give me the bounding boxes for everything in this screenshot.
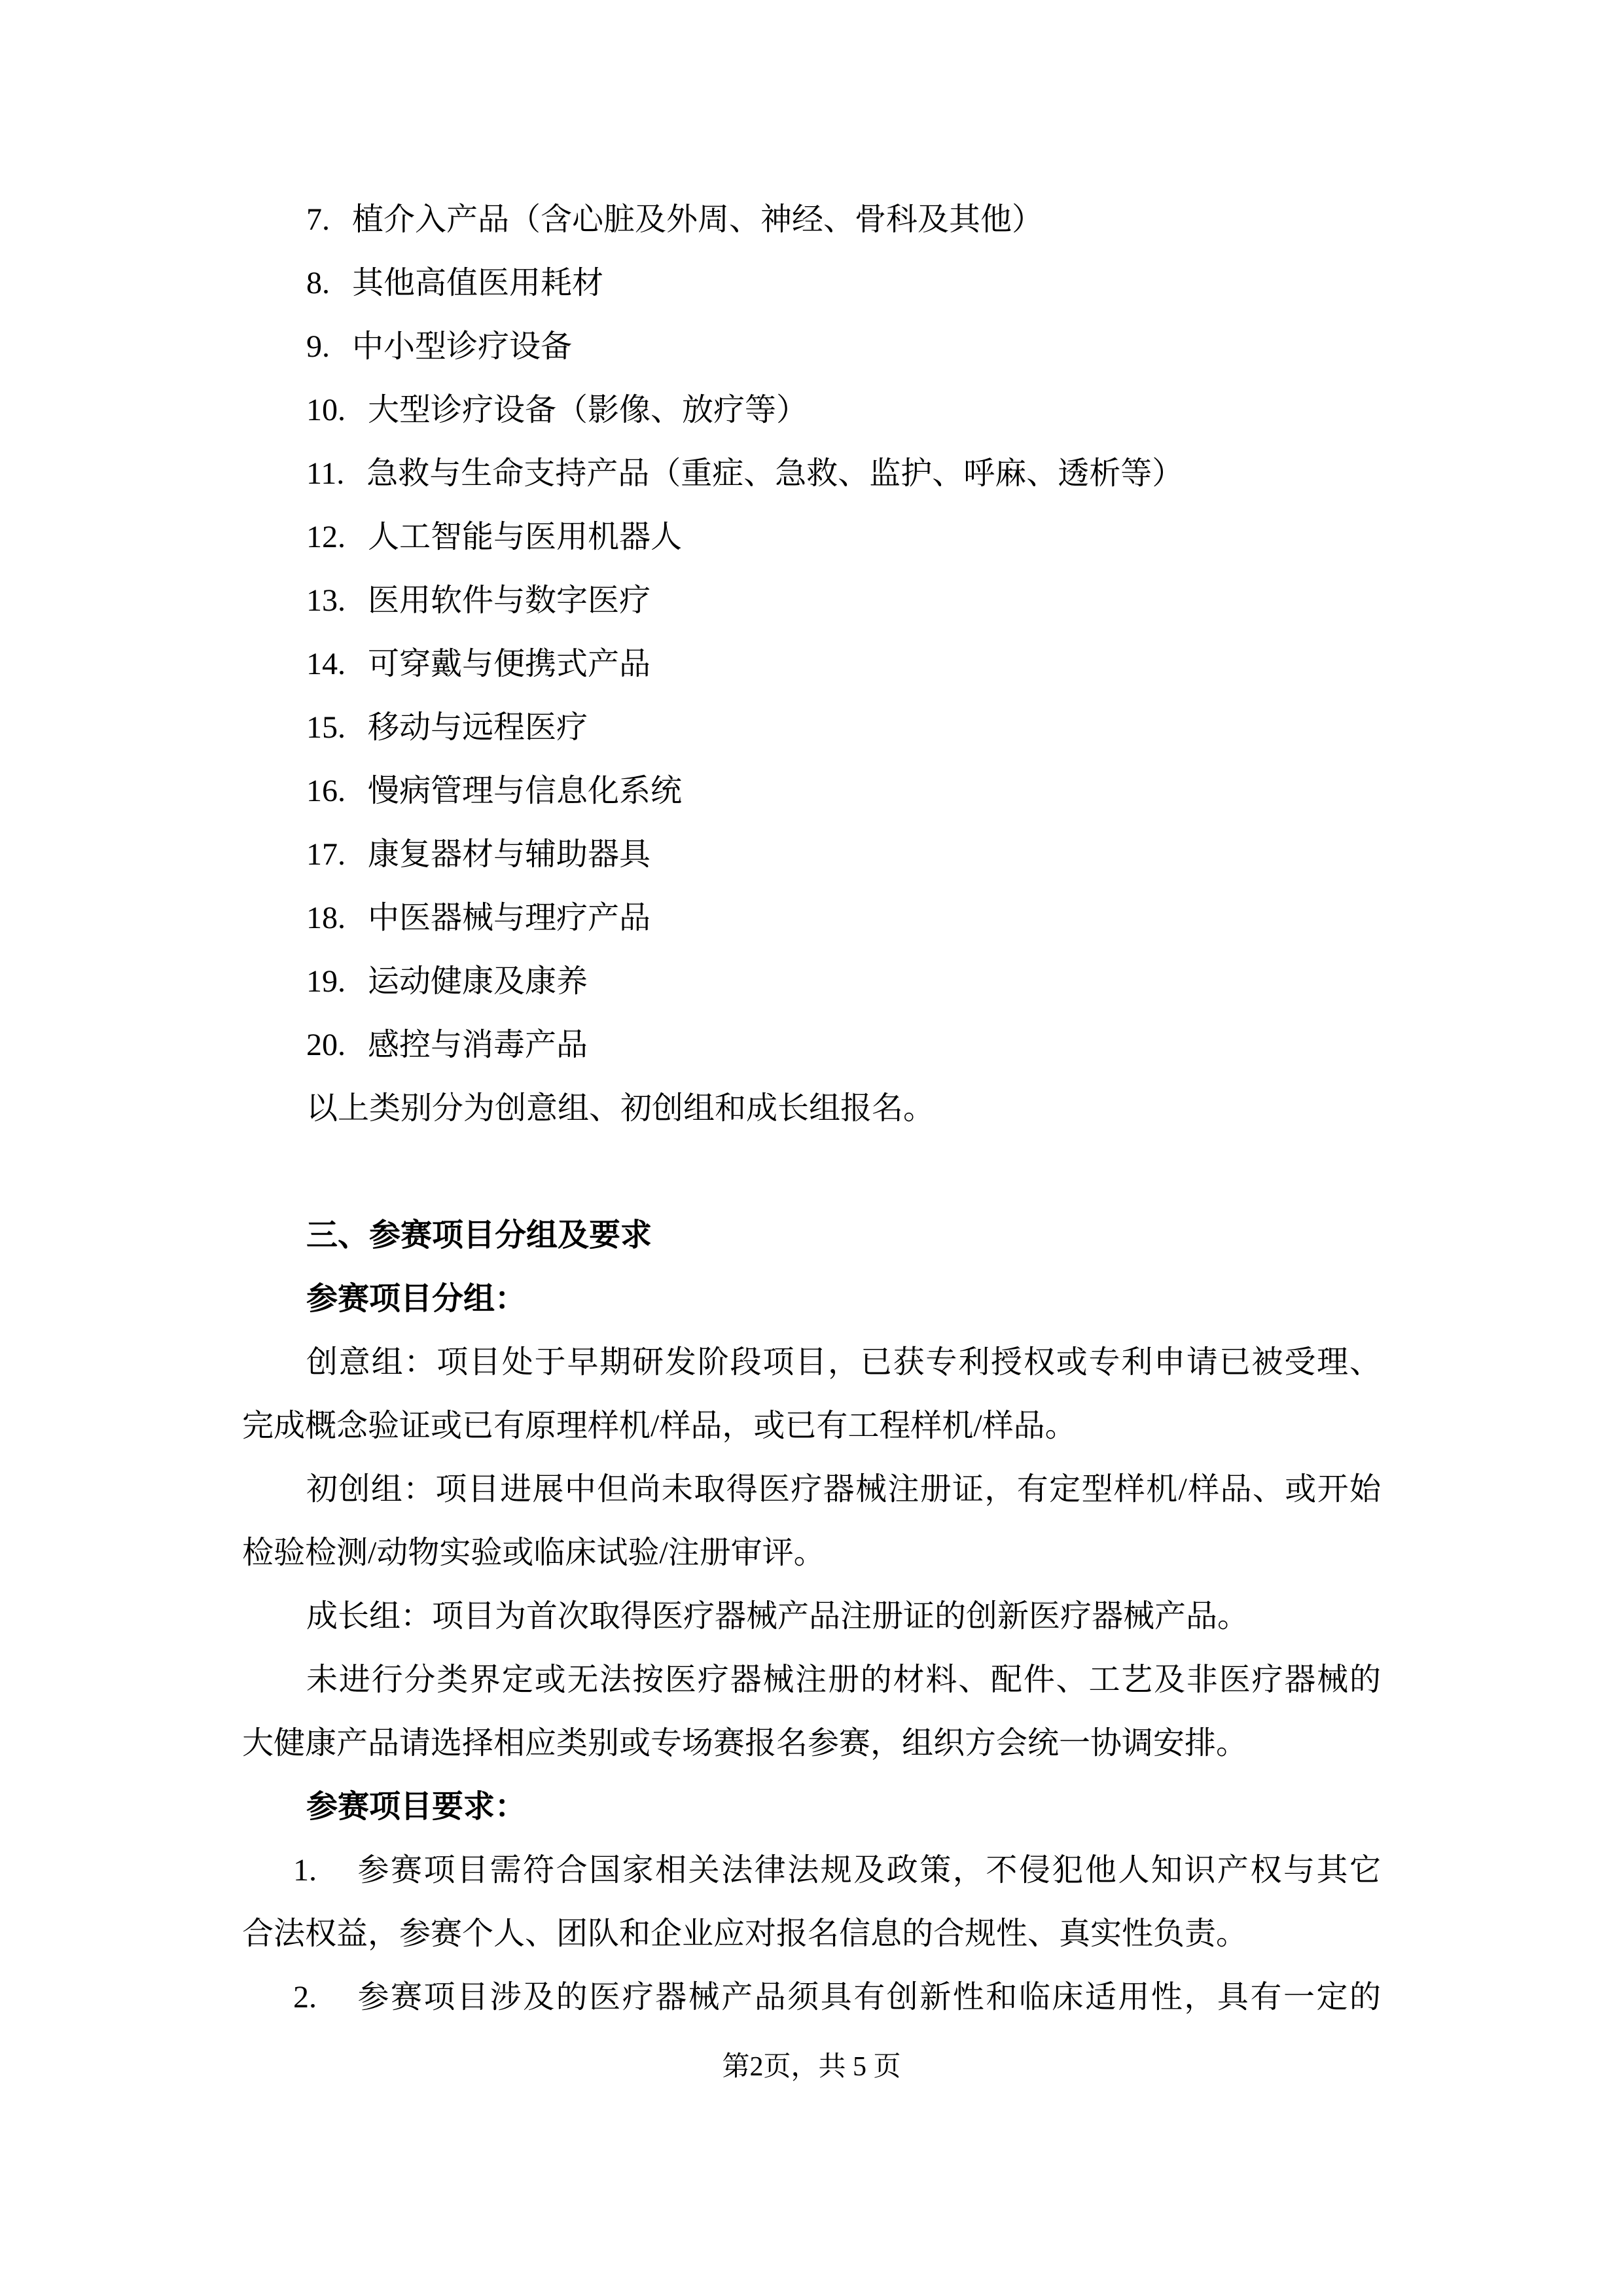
page-footer: 第2页，共 5 页: [722, 2052, 901, 2082]
section-heading: 三、参赛项目分组及要求: [306, 1218, 652, 1253]
list-item-number: 13.: [306, 583, 346, 618]
list-item-text: 感控与消毒产品: [368, 1028, 588, 1062]
list-item-number: 15.: [306, 710, 346, 745]
list-item-text: 植介入产品（含心脏及外周、神经、骨科及其他）: [352, 202, 1044, 237]
list-item: [242, 950, 1381, 1013]
requirement-line: [242, 1839, 1381, 1902]
requirement-line: [242, 1965, 1381, 2029]
list-item-number: 7.: [306, 202, 330, 237]
requirement-line: 合法权益，参赛个人、团队和企业应对报名信息的合规性、真实性负责。: [242, 1916, 1248, 1951]
list-item-text: 其他高值医用耗材: [352, 266, 604, 300]
paragraph-line: 检验检测/动物实验或临床试验/注册审评。: [242, 1535, 825, 1570]
list-item: [242, 505, 1381, 569]
requirements-subheading: 参赛项目要求：: [306, 1789, 527, 1824]
list-item: [242, 378, 1381, 442]
list-item-number: 9.: [306, 329, 330, 364]
list-item-text: 中小型诊疗设备: [352, 329, 573, 364]
list-item: [242, 759, 1381, 823]
list-item-number: 11.: [306, 456, 345, 491]
paragraph-line: 大健康产品请选择相应类别或专场赛报名参赛，组织方会统一协调安排。: [242, 1726, 1248, 1761]
paragraph-line: 成长组：项目为首次取得医疗器械产品注册证的创新医疗器械产品。: [306, 1599, 1249, 1634]
document-content: [242, 188, 1381, 2029]
grouping-subheading: 参赛项目分组：: [306, 1282, 527, 1316]
paragraph-line: 完成概念验证或已有原理样机/样品，或已有工程样机/样品。: [242, 1408, 1077, 1443]
list-item-number: 18.: [306, 901, 346, 935]
list-item-text: 中医器械与理疗产品: [368, 901, 651, 935]
requirement-number: 1.: [293, 1853, 317, 1888]
list-item: [242, 632, 1381, 696]
paragraph-line: 初创组：项目进展中但尚未取得医疗器械注册证，有定型样机/样品、或开始: [306, 1472, 1381, 1507]
list-item-number: 12.: [306, 520, 346, 554]
list-item: [242, 442, 1381, 505]
list-item: [242, 569, 1381, 632]
requirement-text: 参赛项目涉及的医疗器械产品须具有创新性和临床适用性，具有一定的: [356, 1980, 1381, 2015]
list-item-number: 10.: [306, 393, 346, 427]
list-item-text: 慢病管理与信息化系统: [368, 774, 683, 808]
list-item-number: 16.: [306, 774, 346, 808]
list-item-text: 运动健康及康养: [368, 964, 588, 999]
list-item-number: 8.: [306, 266, 330, 300]
list-item: [242, 886, 1381, 950]
requirement-number: 2.: [293, 1980, 317, 2015]
paragraph-line: 创意组：项目处于早期研发阶段项目，已获专利授权或专利申请已被受理、: [306, 1345, 1381, 1380]
list-item: [242, 315, 1381, 378]
list-item-text: 医用软件与数字医疗: [368, 583, 651, 618]
list-item-text: 急救与生命支持产品（重症、急救、监护、呼麻、透析等）: [366, 456, 1184, 491]
list-item-text: 移动与远程医疗: [368, 710, 588, 745]
list-item: [242, 188, 1381, 251]
closing-line: 以上类别分为创意组、初创组和成长组报名。: [306, 1091, 935, 1126]
list-item-text: 大型诊疗设备（影像、放疗等）: [368, 393, 808, 427]
list-item: [242, 251, 1381, 315]
list-item: [242, 1013, 1381, 1077]
requirement-text: 参赛项目需符合国家相关法律法规及政策，不侵犯他人知识产权与其它: [356, 1853, 1381, 1888]
list-item-number: 14.: [306, 647, 346, 681]
list-item-number: 17.: [306, 837, 346, 872]
list-item-text: 可穿戴与便携式产品: [368, 647, 651, 681]
list-item-number: 20.: [306, 1028, 346, 1062]
list-item: [242, 823, 1381, 886]
list-item-text: 康复器材与辅助器具: [368, 837, 651, 872]
list-item-number: 19.: [306, 964, 346, 999]
paragraph-line: 未进行分类界定或无法按医疗器械注册的材料、配件、工艺及非医疗器械的: [306, 1662, 1381, 1697]
list-item-text: 人工智能与医用机器人: [368, 520, 683, 554]
list-item: [242, 696, 1381, 759]
